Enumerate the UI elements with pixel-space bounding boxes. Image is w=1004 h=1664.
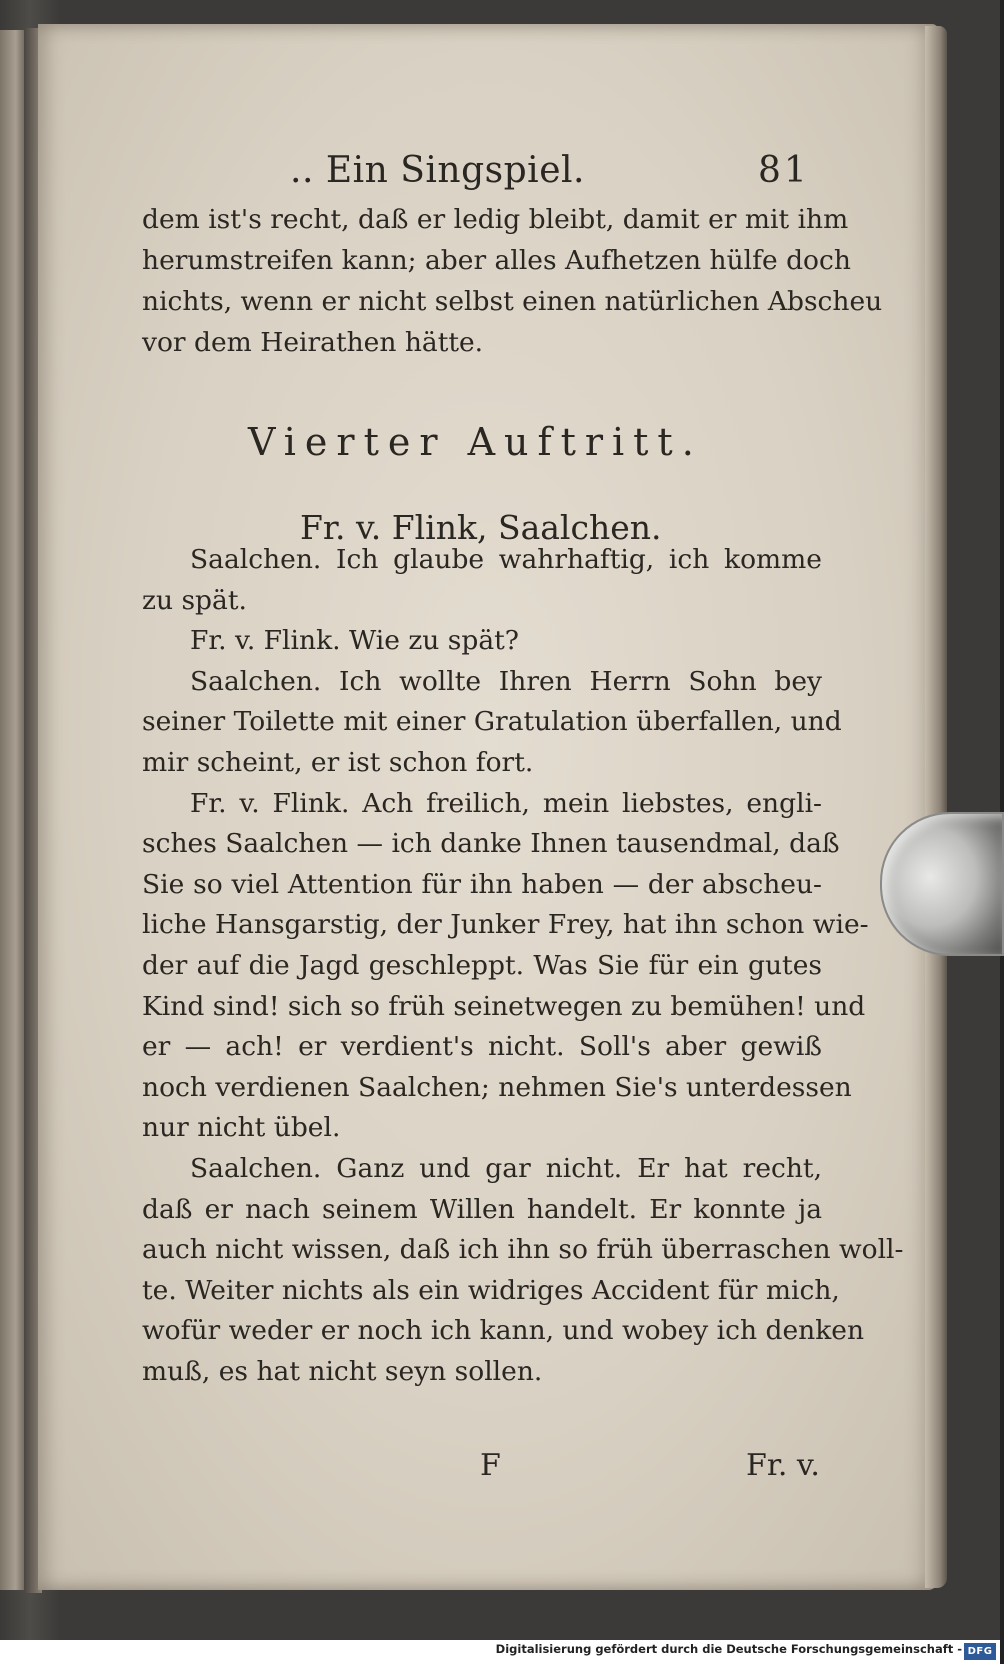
dialogue-line: zu spät.	[142, 584, 247, 616]
dialogue-line: Sie so viel Attention für ihn haben — der abscheu-	[142, 868, 822, 900]
text-line: dem ist's recht, daß er ledig bleibt, damit er mit ihm	[142, 204, 849, 235]
scene-persons: Fr. v. Flink, Saalchen.	[300, 508, 662, 547]
dialogue-line: te. Weiter nichts als ein widriges Accident für mich,	[142, 1274, 840, 1306]
dialogue-line: Saalchen. Ich glaube wahrhaftig, ich komme	[190, 544, 822, 575]
scene-heading: Vierter Auftritt.	[248, 420, 703, 464]
dialogue-line: mir scheint, er ist schon fort.	[142, 747, 534, 778]
dialogue-line: Saalchen. Ganz und gar nicht. Er hat recht,	[190, 1153, 822, 1184]
dialogue-line: Saalchen. Ich wollte Ihren Herrn Sohn bey	[190, 665, 822, 697]
running-title: .. Ein Singspiel.	[290, 150, 585, 191]
dialogue-line: Kind sind! sich so früh seinetwegen zu bemühen! und	[142, 990, 866, 1022]
dialogue-line: Fr. v. Flink. Wie zu spät?	[190, 625, 519, 657]
dialogue-line: liche Hansgarstig, der Junker Frey, hat ihn schon wie-	[142, 909, 869, 941]
dialogue-line: muß, es hat nicht seyn sollen.	[142, 1356, 543, 1387]
dialogue-line: noch verdienen Saalchen; nehmen Sie's unterdessen	[142, 1071, 852, 1103]
page-number: 81	[758, 150, 810, 191]
signature-mark: F	[480, 1448, 501, 1483]
dialogue-line: der auf die Jagd geschleppt. Was Sie für ein gutes	[142, 950, 822, 981]
dialogue-line: daß er nach seinem Willen handelt. Er konnte ja	[142, 1193, 822, 1225]
dialogue-line: seiner Toilette mit einer Gratulation überfallen, und	[142, 706, 842, 738]
dialogue-line: sches Saalchen — ich danke Ihnen tausendmal, daß	[142, 828, 840, 860]
dialogue-line: Fr. v. Flink. Ach freilich, mein liebstes, engli-	[190, 787, 822, 819]
dialogue-line: auch nicht wissen, daß ich ihn so früh überraschen woll-	[142, 1234, 904, 1266]
credit-text: Digitalisierung gefördert durch die Deutsche Forschungsgemeinschaft -	[495, 1642, 962, 1656]
facing-page-edge	[0, 30, 26, 1590]
dfg-logo-icon: DFG	[964, 1643, 996, 1660]
text-line: herumstreifen kann; aber alles Aufhetzen hülfe doch	[142, 245, 851, 276]
dialogue-line: er — ach! er verdient's nicht. Soll's aber gewiß	[142, 1031, 822, 1063]
text-line: nichts, wenn er nicht selbst einen natürlichen Abscheu	[142, 286, 883, 317]
text-line: vor dem Heirathen hätte.	[142, 327, 484, 358]
page-edge	[925, 26, 947, 1588]
dialogue-line: wofür weder er noch ich kann, und wobey ich denken	[142, 1315, 865, 1347]
page-clip	[880, 812, 1004, 956]
dialogue-line: nur nicht übel.	[142, 1112, 341, 1144]
catchword: Fr. v.	[746, 1448, 820, 1483]
